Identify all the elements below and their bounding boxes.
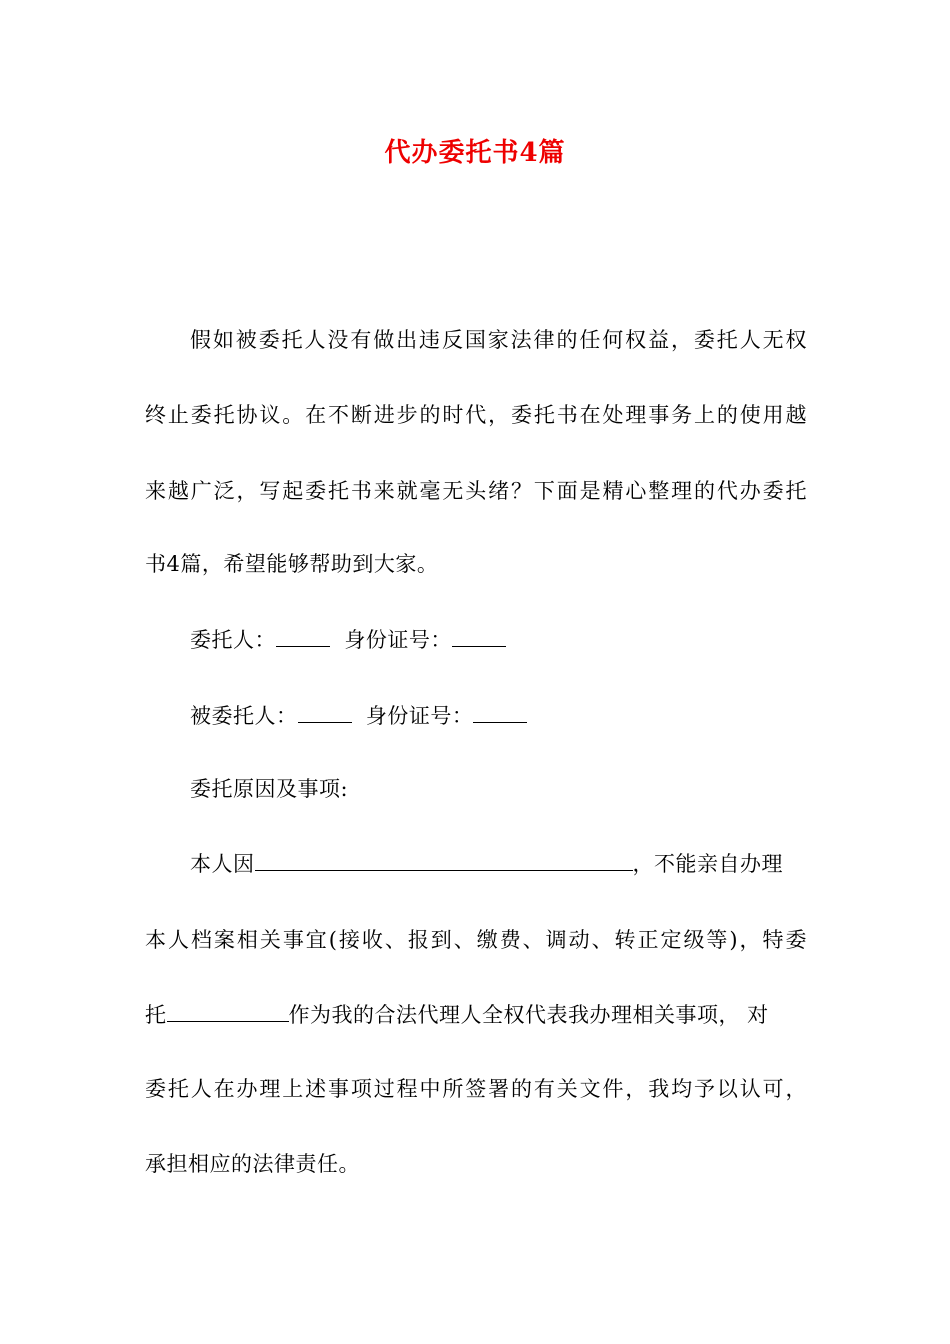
- principal-label: 委托人：: [190, 628, 276, 652]
- body-line-3-end: 作为我的合法代理人全权代表我办理相关事项， 对: [288, 1003, 769, 1027]
- principal-id-label: 身份证号：: [344, 628, 452, 652]
- body-line-5: 承担相应的法律责任。: [145, 1152, 360, 1176]
- reason-heading: 委托原因及事项:: [190, 777, 349, 801]
- body-line-3-start: 托: [145, 1003, 167, 1027]
- intro-line-3: 来越广泛，写起委托书来就毫无头绪？下面是精心整理的代办委托: [145, 479, 807, 503]
- intro-line-4: 书4篇，希望能够帮助到大家。: [145, 552, 439, 576]
- agent-id-blank: [473, 700, 527, 723]
- agent-label: 被委托人：: [190, 704, 298, 728]
- body-line-1: [190, 848, 807, 879]
- principal-name-blank: [276, 624, 330, 647]
- reason-blank: [255, 848, 633, 871]
- agent-name-blank: [298, 700, 352, 723]
- body-line-1-start: 本人因: [190, 852, 255, 876]
- intro-line-1: 假如被委托人没有做出违反国家法律的任何权益，委托人无权: [190, 328, 807, 352]
- body-line-1-end: ，不能亲自办理: [632, 852, 783, 876]
- body-line-4: 委托人在办理上述事项过程中所签署的有关文件，我均予以认可，: [145, 1077, 807, 1101]
- body-line-3: [145, 999, 807, 1030]
- document-title: 代办委托书4篇: [384, 138, 566, 168]
- agent-designation-blank: [167, 999, 289, 1022]
- principal-line: [190, 624, 807, 655]
- agent-id-label: 身份证号：: [365, 704, 474, 728]
- agent-line: [190, 700, 807, 731]
- principal-id-blank: [452, 624, 506, 647]
- intro-line-2: 终止委托协议。在不断进步的时代，委托书在处理事务上的使用越: [145, 403, 807, 427]
- body-line-2: 本人档案相关事宜(接收、报到、缴费、调动、转正定级等)，特委: [145, 928, 807, 952]
